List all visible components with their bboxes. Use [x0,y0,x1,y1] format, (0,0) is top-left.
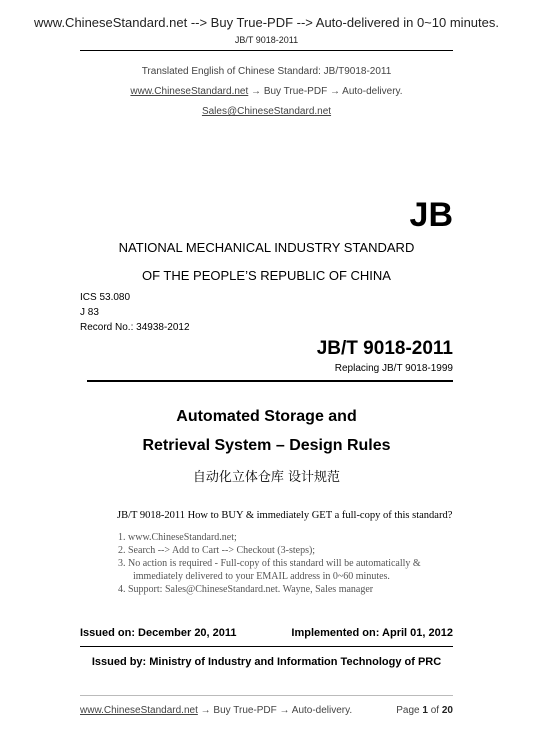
page-indicator [396,705,453,716]
email-link[interactable]: Sales@ChineseStandard.net [201,106,332,117]
main-divider [87,380,453,382]
header-banner: www.ChineseStandard.net --> Buy True-PDF --> Auto-delivered in 0~10 minutes. [34,15,499,30]
purchase-step: 3. No action is required - Full-copy of this standard will be automatically & [118,558,421,569]
purchase-step: 4. Support: Sales@ChineseStandard.net. Wayne, Sales manager [118,584,374,595]
issued-by: Issued by: Ministry of Industry and Information Technology of PRC [91,656,442,668]
header-divider [80,50,453,51]
issued-divider [80,646,453,647]
page-total: 20 [441,705,453,716]
record-number: Record No.: 34938-2012 [80,322,190,333]
implemented-date: Implemented on: April 01, 2012 [291,627,453,639]
ics-code: ICS 53.080 [80,292,131,303]
purchase-heading: JB/T 9018-2011 How to BUY & immediately GET a full-copy of this standard? [117,510,453,521]
national-standard-line1: NATIONAL MECHANICAL INDUSTRY STANDARD [118,240,415,255]
page-prefix: Page [396,705,423,716]
national-standard-line2: OF THE PEOPLE’S REPUBLIC OF CHINA [142,268,391,283]
footer-website-link[interactable]: www.ChineseStandard.net [80,705,198,716]
footer-divider [80,695,453,696]
header-standard-code: JB/T 9018-2011 [234,35,299,45]
standard-number: JB/T 9018-2011 [316,338,453,359]
page-of: of [427,705,442,716]
purchase-step: immediately delivered to your EMAIL address in 0~60 minutes. [118,571,390,582]
footer-buy-flow: → Buy True-PDF → Auto-delivery. [197,705,353,716]
website-link[interactable]: www.ChineseStandard.net [130,86,249,97]
purchase-step: 2. Search --> Add to Cart --> Checkout (3-steps); [118,545,316,556]
footer-links [80,705,352,716]
issued-date: Issued on: December 20, 2011 [80,627,237,639]
ccs-code: J 83 [80,307,99,318]
replacing-note: Replacing JB/T 9018-1999 [334,363,453,374]
buy-flow-text: → Buy True-PDF → Auto-delivery. [248,86,403,97]
email-line [0,106,533,117]
page-number: 1 [422,705,428,716]
purchase-step: 1. www.ChineseStandard.net; [118,532,237,543]
purchase-steps [118,531,421,596]
jb-mark: JB [409,196,453,234]
title-chinese: 自动化立体仓库 设计规范 [192,470,341,485]
title-line1: Automated Storage and [176,408,357,425]
translation-note: Translated English of Chinese Standard: JB/T9018-2011 [141,66,392,77]
title-line2: Retrieval System – Design Rules [142,437,391,454]
translation-links [0,86,533,97]
